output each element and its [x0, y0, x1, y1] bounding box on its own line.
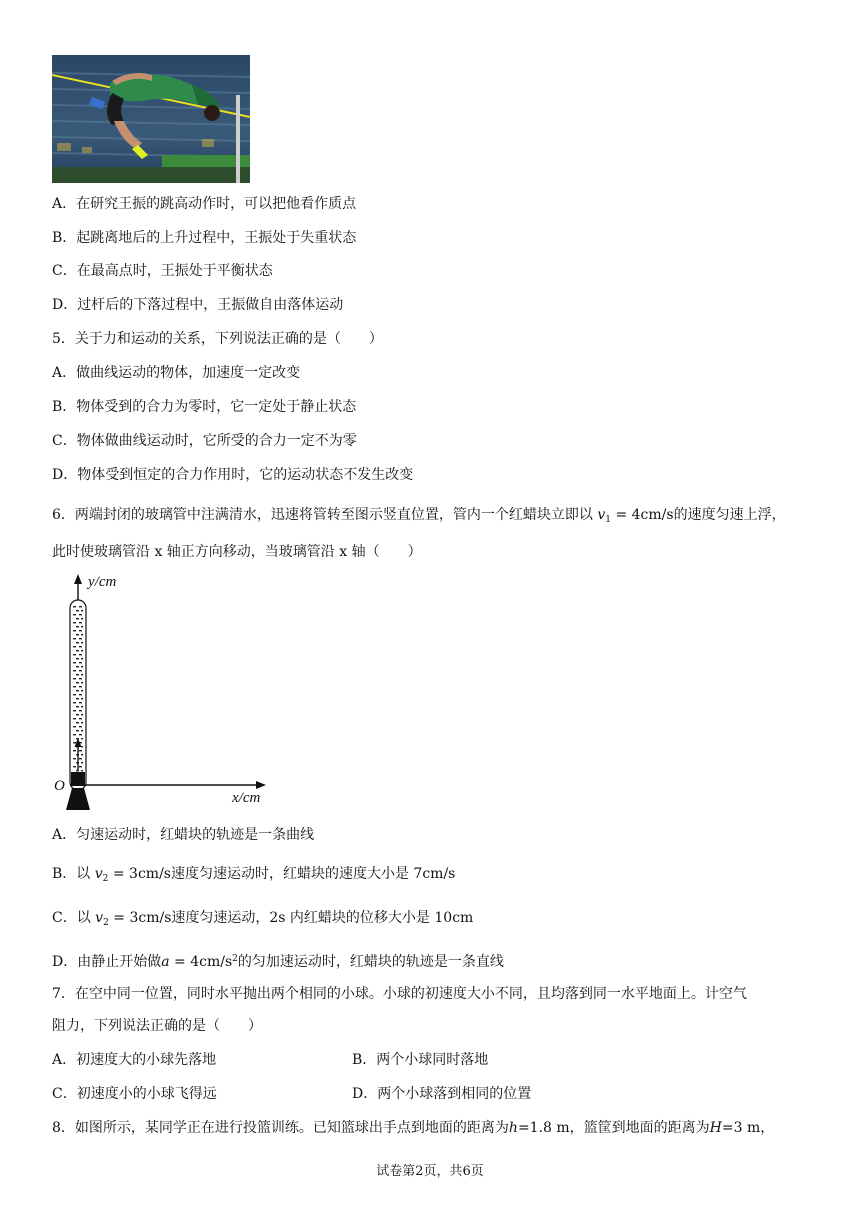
- q6-option-d-exp: 2: [232, 954, 238, 964]
- q5-option-c: C．物体做曲线运动时，它所受的合力一定不为零: [52, 433, 357, 449]
- glass-tube-diagram: [50, 570, 280, 810]
- q6-v1-symbol: $v_1$: [597, 507, 612, 525]
- q7-option-c: C．初速度小的小球飞得远: [52, 1086, 217, 1102]
- q6-v2-symbol-b: $v_2$: [94, 866, 109, 884]
- q6-v1-value: = 4cm/s: [615, 507, 674, 523]
- q6-stem-line1: [52, 505, 786, 530]
- q7-option-a: A．初速度大的小球先落地: [52, 1052, 217, 1068]
- q6-option-b-pre: B．以: [52, 866, 91, 882]
- q6-option-d-pre: D．由静止开始做: [52, 954, 162, 970]
- q6-v2-symbol-c: $v_2$: [95, 910, 109, 928]
- q6-option-a: A．匀速运动时，红蜡块的轨迹是一条曲线: [52, 827, 315, 843]
- q8-stem-h: =1.8 m，篮筐到地面的距离为: [517, 1120, 710, 1136]
- wax-block: [71, 772, 85, 786]
- q6-option-b: [52, 864, 455, 889]
- q7-stem-line2: 阻力，下列说法正确的是（ ）: [52, 1018, 262, 1034]
- q4-option-b: B．起跳离地后的上升过程中，王振处于失重状态: [52, 230, 357, 246]
- q6-option-b-eq: = 3cm/s: [112, 866, 171, 882]
- q8-H-symbol: H: [709, 1120, 722, 1136]
- q8-stem-H: =3 m，: [721, 1120, 775, 1136]
- high-jump-photo: [52, 55, 250, 183]
- q4-option-d: D．过杆后的下落过程中，王振做自由落体运动: [52, 297, 344, 313]
- q5-stem: 5．关于力和运动的关系，下列说法正确的是（ ）: [52, 331, 383, 347]
- q6-option-d-post: 的匀加速运动时，红蜡块的轨迹是一条直线: [237, 954, 504, 970]
- y-axis-arrow: [74, 574, 82, 584]
- q5-option-b: B．物体受到的合力为零时，它一定处于静止状态: [52, 399, 357, 415]
- x-axis-label: x/cm: [232, 790, 261, 806]
- q5-option-a: A．做曲线运动的物体，加速度一定改变: [52, 365, 301, 381]
- q6-option-c-pre: C．以: [52, 910, 91, 926]
- x-axis-arrow: [256, 781, 266, 789]
- q6-option-c-post: 速度匀速运动，2s 内红蜡块的位移大小是 10cm: [171, 910, 474, 926]
- y-axis-label: y/cm: [88, 574, 117, 590]
- q7-option-d: D．两个小球落到相同的位置: [352, 1086, 532, 1102]
- q6-option-c: [52, 908, 473, 933]
- q6-option-d: [52, 949, 504, 972]
- q4-option-c: C．在最高点时，王振处于平衡状态: [52, 263, 273, 279]
- q6-a-symbol: a: [161, 954, 170, 970]
- origin-label: O: [54, 778, 65, 794]
- q6-option-d-eq: = 4cm/s: [174, 954, 233, 970]
- q8-stem-line1: [52, 1118, 774, 1138]
- q6-stem-part2: 的速度匀速上浮，: [673, 507, 786, 523]
- tube-base: [66, 788, 90, 810]
- q8-stem-part1: 8．如图所示，某同学正在进行投篮训练。已知篮球出手点到地面的距离为: [52, 1120, 509, 1136]
- page-footer: 试卷第2页，共6页: [376, 1164, 484, 1179]
- q6-option-b-post: 速度匀速运动时，红蜡块的速度大小是 7cm/s: [170, 866, 456, 882]
- q6-stem-line2: 此时使玻璃管沿 x 轴正方向移动，当玻璃管沿 x 轴（ ）: [52, 544, 422, 560]
- q6-stem-part1: 6．两端封闭的玻璃管中注满清水，迅速将管转至图示竖直位置，管内一个红蜡块立即以: [52, 507, 593, 523]
- q7-stem-line1: 7．在空中同一位置，同时水平抛出两个相同的小球。小球的初速度大小不同，且均落到同一水平地面上。计空气: [52, 986, 747, 1002]
- q7-option-b: B．两个小球同时落地: [352, 1052, 489, 1068]
- q8-h-symbol: h: [508, 1120, 518, 1136]
- q6-option-c-eq: = 3cm/s: [113, 910, 172, 926]
- q4-option-a: A．在研究王振的跳高动作时，可以把他看作质点: [52, 196, 357, 212]
- q5-option-d: D．物体受到恒定的合力作用时，它的运动状态不发生改变: [52, 467, 414, 483]
